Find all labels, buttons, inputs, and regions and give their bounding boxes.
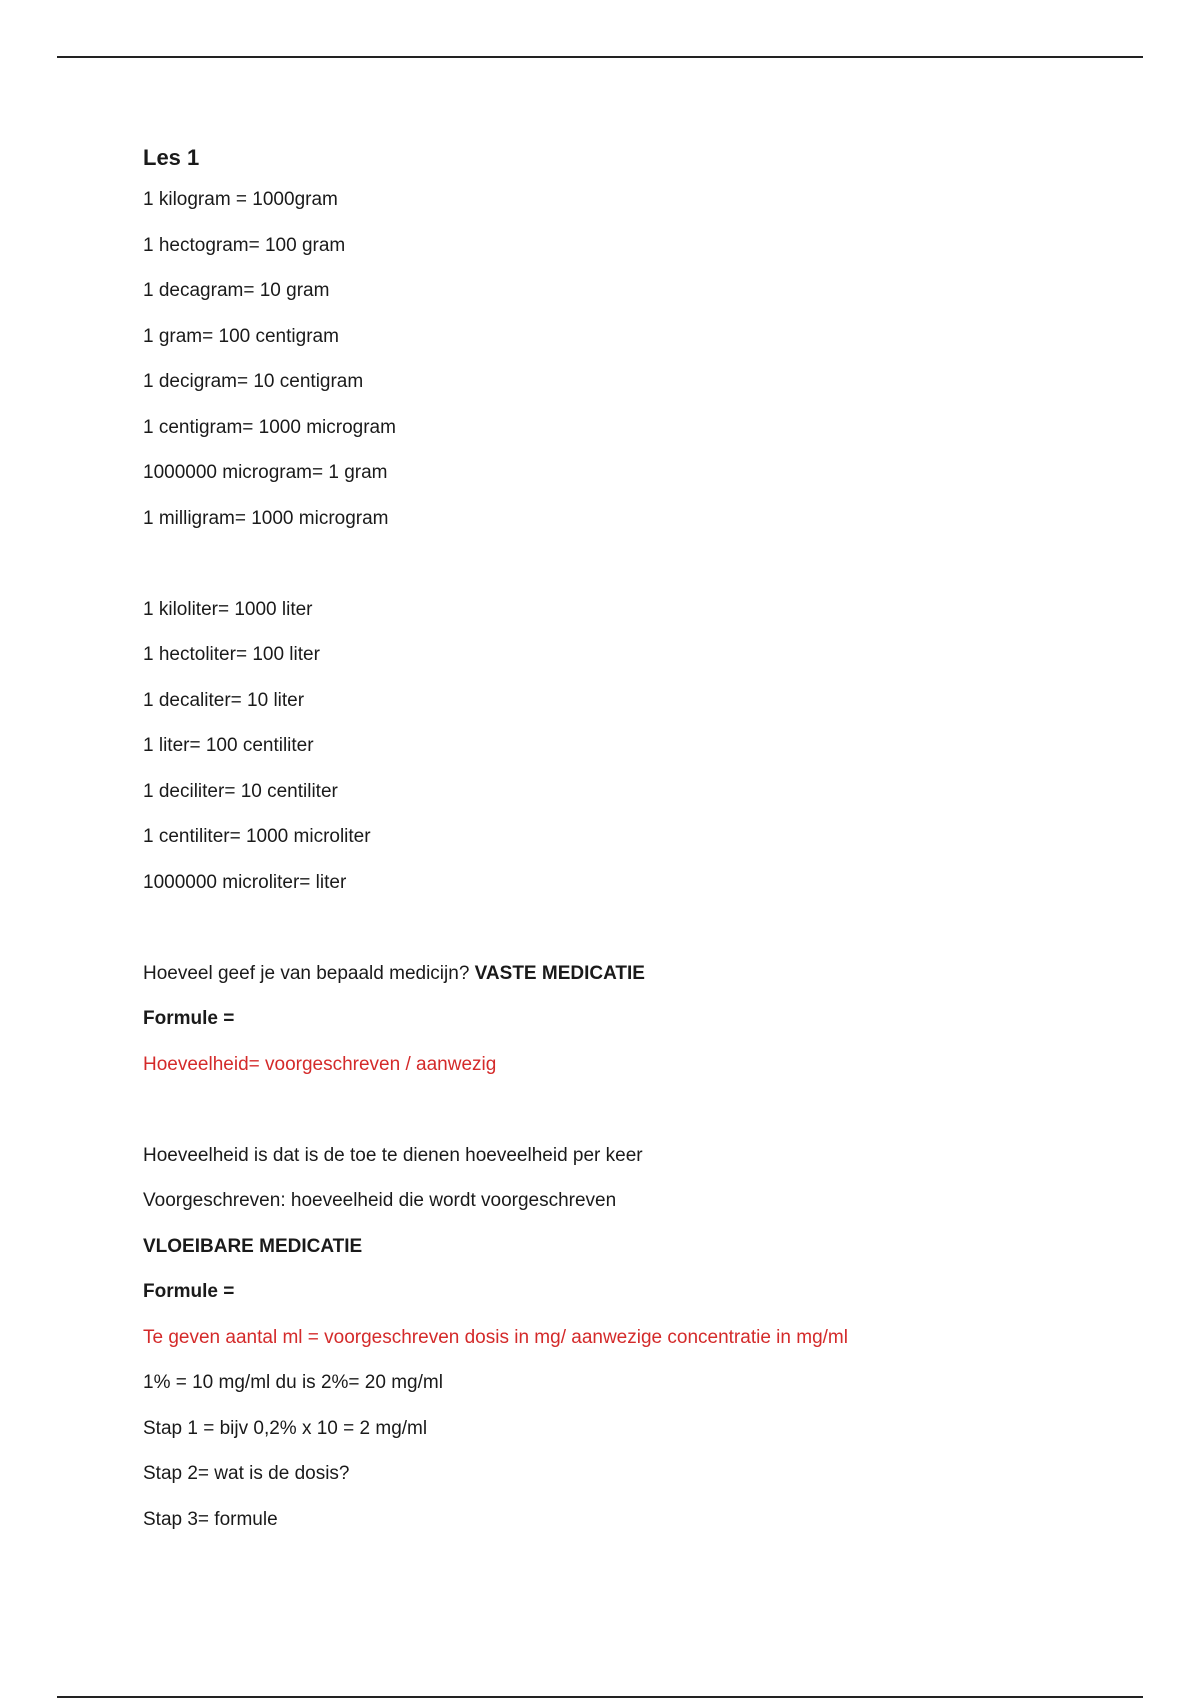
blank-line	[143, 1097, 1103, 1143]
volume-unit-line: 1 decaliter= 10 liter	[143, 689, 305, 711]
solid-medication-label: VASTE MEDICATIE	[474, 962, 645, 984]
volume-unit-line: 1 centiliter= 1000 microliter	[143, 826, 371, 847]
weight-unit-line: 1 decigram= 10 centigram	[143, 371, 364, 392]
weight-unit-line: 1 hectogram= 100 gram	[143, 234, 346, 256]
blank-line	[143, 915, 1103, 961]
liquid-note-line: Stap 3= formule	[143, 1508, 278, 1530]
explanation-line: Voorgeschreven: hoeveelheid die wordt voorgeschreven	[143, 1190, 617, 1211]
blank-line	[143, 551, 1103, 597]
solid-medication-question	[143, 961, 1103, 1007]
document-body	[143, 143, 1103, 1552]
lesson-heading: Les 1	[143, 145, 200, 170]
liquid-formula-label: Formule =	[143, 1281, 235, 1302]
liquid-note-line: 1% = 10 mg/ml du is 2%= 20 mg/ml	[143, 1372, 443, 1393]
solid-formula-label: Formule =	[143, 1008, 235, 1029]
weight-unit-line: 1 decagram= 10 gram	[143, 280, 330, 301]
volume-unit-line: 1 kiloliter= 1000 liter	[143, 598, 313, 620]
weight-unit-line: 1 milligram= 1000 microgram	[143, 507, 389, 529]
weight-units-list	[143, 187, 1103, 551]
volume-unit-line: 1 liter= 100 centiliter	[143, 735, 314, 756]
volume-units-list	[143, 597, 1103, 916]
weight-unit-line: 1 centigram= 1000 microgram	[143, 416, 396, 438]
weight-unit-line: 1 gram= 100 centigram	[143, 325, 339, 347]
explanation-line: Hoeveelheid is dat is de toe te dienen hoeveelheid per keer	[143, 1144, 643, 1166]
liquid-note-line: Stap 1 = bijv 0,2% x 10 = 2 mg/ml	[143, 1417, 428, 1439]
solid-formula: Hoeveelheid= voorgeschreven / aanwezig	[143, 1053, 497, 1075]
weight-unit-line: 1000000 microgram= 1 gram	[143, 462, 388, 483]
question-text: Hoeveel geef je van bepaald medicijn?	[143, 962, 475, 984]
weight-unit-line: 1 kilogram = 1000gram	[143, 189, 338, 210]
footer-rule	[57, 1696, 1143, 1698]
liquid-formula: Te geven aantal ml = voorgeschreven dosis in mg/ aanwezige concentratie in mg/ml	[143, 1326, 848, 1348]
volume-unit-line: 1 hectoliter= 100 liter	[143, 644, 320, 665]
volume-unit-line: 1 deciliter= 10 centiliter	[143, 780, 338, 802]
volume-unit-line: 1000000 microliter= liter	[143, 871, 347, 893]
liquid-medication-title: VLOEIBARE MEDICATIE	[143, 1235, 363, 1257]
liquid-note-line: Stap 2= wat is de dosis?	[143, 1463, 350, 1484]
header-rule	[57, 56, 1143, 58]
